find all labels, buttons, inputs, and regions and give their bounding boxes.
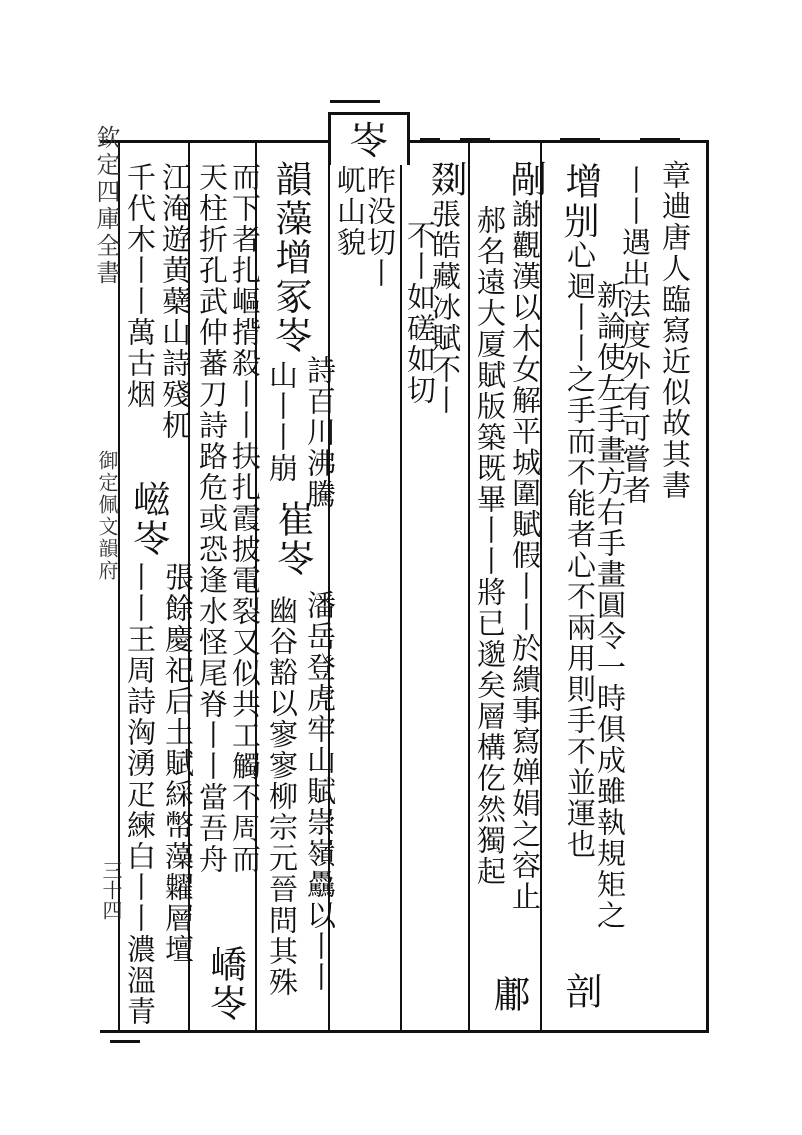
column-text: 新論使左手畫方右手畫圓令一時俱成雖執規矩之	[593, 280, 627, 931]
text-column	[470, 205, 510, 887]
column-text: 張皓藏冰賦不丨	[428, 199, 462, 416]
text-column	[300, 355, 340, 510]
bottom-tag-text: 鄘	[487, 975, 530, 1014]
text-column	[655, 160, 695, 501]
entry-head: 嵫岺	[127, 480, 170, 558]
text-column	[120, 562, 160, 1027]
rhyme-header-tab: 岺	[328, 112, 410, 165]
column-text: 心迴丨丨之手而不能者心不兩用則手不並運也	[563, 240, 597, 860]
entry-head: 剮	[504, 160, 547, 199]
text-column	[262, 595, 302, 998]
column-text: 詩百川沸騰	[303, 355, 337, 510]
text-column	[300, 590, 340, 993]
decorative-dash	[420, 138, 440, 141]
column-text: 潘岳登虎牢山賦崇嶺驫以丨丨	[303, 590, 337, 993]
decorative-dash	[110, 1040, 140, 1043]
book-title-main: 欽定四庫全書	[92, 125, 120, 287]
text-column	[205, 945, 245, 1023]
entry-head: 韻藻	[269, 160, 312, 238]
text-column	[192, 162, 232, 875]
column-text: 江淹遊黄蘗山詩殘杌	[158, 162, 192, 441]
page-number: 三十四	[99, 860, 123, 920]
column-text: 山丨丨崩	[265, 360, 299, 484]
decorative-dash	[640, 138, 680, 141]
text-column	[272, 500, 312, 578]
column-text: 丨丨遇出法度外有可嘗者	[618, 165, 652, 506]
text-column	[155, 162, 195, 441]
bottom-tag	[488, 975, 528, 1014]
entry-head: 剟	[424, 160, 467, 199]
decorative-dash	[330, 100, 380, 103]
column-text: 不丨如磋如切	[403, 220, 437, 406]
book-title	[88, 125, 122, 287]
entry-head: 嶠岺	[204, 945, 247, 1023]
column-text: 昨没切丨	[363, 165, 397, 289]
column-text: 屼山貌	[333, 165, 367, 258]
text-column	[505, 160, 545, 912]
decorative-dash	[560, 138, 600, 141]
entry-head: 崔岺	[271, 500, 314, 578]
column-text: 千代木丨丨萬古烟	[123, 162, 157, 410]
entry-head: 𠛕	[559, 201, 602, 240]
text-column	[158, 562, 198, 965]
right-rule	[706, 140, 709, 1033]
bottom-rule	[100, 1030, 708, 1033]
bottom-tag-text: 剖	[559, 972, 602, 1011]
decorative-dash	[460, 138, 490, 141]
column-text: 章䢗唐人臨寫近似故其書	[658, 160, 692, 501]
column-text: 而下者扎嶇揹殺丨丨抉扎霞披電裂又似共工觸不周而	[228, 162, 262, 875]
book-subtitle: 御定佩文韻府	[95, 450, 119, 582]
column-text: 天柱折孔武仲蕃刀詩路危或恐逢水怪尾脊丨丨當吾舟	[195, 162, 229, 875]
text-column	[400, 220, 440, 406]
entry-head: 增	[269, 238, 312, 277]
text-column	[128, 480, 168, 558]
column-text: 郝名遠大厦賦版築既畢丨丨將已邈矣層構仡然獨起	[473, 205, 507, 887]
text-column	[270, 160, 310, 355]
column-text: 謝觀漢以木女解平城圍賦假丨丨於繢事寫婵娟之容止	[508, 199, 542, 912]
text-column	[120, 162, 160, 410]
column-text: 丨丨王周詩洶湧疋練白丨丨濃溫青	[123, 562, 157, 1027]
text-column	[590, 280, 630, 931]
column-text: 張餘慶祀后土賦綵幣藻糶層壇	[161, 562, 195, 965]
bottom-tag	[560, 972, 600, 1011]
column-text: 幽谷豁以寥寥柳宗元晉問其殊	[265, 595, 299, 998]
text-column	[262, 360, 302, 484]
entry-head: 冢岺	[269, 277, 312, 355]
text-column	[330, 165, 370, 258]
entry-head: 增	[559, 162, 602, 201]
